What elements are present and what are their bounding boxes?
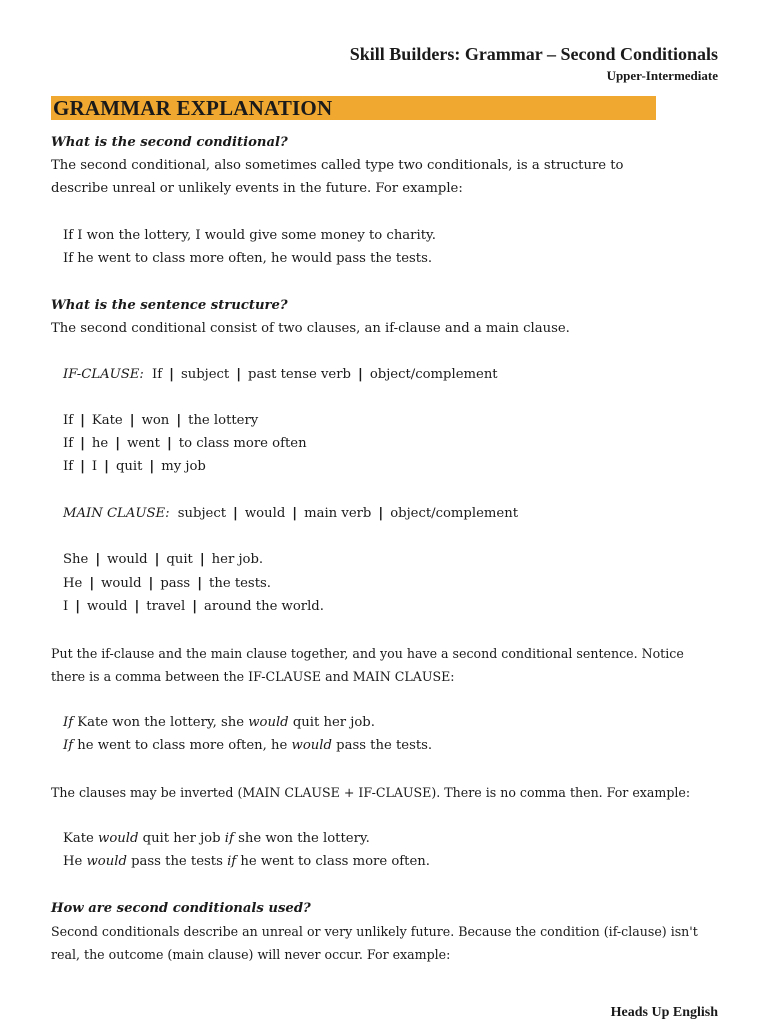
row-part: I: [91, 459, 98, 474]
inverted-example: [63, 853, 430, 871]
emphasis-word: would: [248, 715, 289, 730]
inverted-example: [63, 830, 370, 848]
structure-part: past tense verb: [248, 367, 351, 382]
separator: |: [199, 552, 205, 567]
separator: |: [176, 413, 182, 428]
separator: |: [357, 367, 363, 382]
level-label: Upper-Intermediate: [606, 68, 718, 83]
sentence-part: Kate won the lottery, she: [77, 715, 245, 730]
row-part: the tests.: [209, 576, 271, 591]
row-part: he: [91, 436, 109, 451]
separator: |: [80, 459, 85, 474]
row-part: would: [107, 552, 148, 567]
example-sentence: If he went to class more often, he would pass the tests.: [63, 251, 433, 266]
structure-label: MAIN CLAUSE:: [63, 506, 170, 521]
paragraph-line: describe unreal or unlikely events in the future. For example:: [51, 181, 463, 196]
example-sentence: If I won the lottery, I would give some money to charity.: [63, 228, 436, 243]
separator: |: [149, 459, 155, 474]
section-banner: [51, 96, 656, 120]
banner-heading: GRAMMAR EXPLANATION: [53, 96, 333, 120]
row-part: to class more often: [178, 436, 307, 451]
question-heading: What is the sentence structure?: [51, 298, 288, 313]
if-clause-row: [63, 435, 307, 453]
row-part: the lottery: [188, 413, 259, 428]
paragraph-line: Second conditionals describe an unreal or very unlikely future. Because the condition (if-clause) isn't: [51, 924, 698, 939]
combined-example: [63, 714, 375, 732]
emphasis-word: would: [291, 738, 332, 753]
main-clause-row: [63, 575, 271, 593]
emphasis-word: would: [98, 831, 139, 846]
separator: |: [154, 552, 160, 567]
main-clause-row: [63, 598, 324, 616]
separator: |: [115, 436, 121, 451]
main-clause-row: [63, 551, 263, 569]
structure-part: subject: [177, 506, 227, 521]
row-part: won: [141, 413, 170, 428]
sentence-part: pass the tests: [131, 854, 223, 869]
structure-part: main verb: [304, 506, 372, 521]
document-title: Skill Builders: Grammar – Second Conditionals: [349, 44, 718, 64]
structure-part: object/complement: [369, 367, 498, 382]
paragraph-line: The clauses may be inverted (MAIN CLAUSE + IF-CLAUSE). There is no comma then. For example:: [51, 785, 691, 800]
separator: |: [166, 436, 172, 451]
emphasis-word: would: [86, 854, 127, 869]
separator: |: [233, 506, 238, 521]
separator: |: [197, 576, 203, 591]
row-part: quit: [166, 552, 193, 567]
separator: |: [104, 459, 109, 474]
row-part: would: [87, 599, 128, 614]
separator: |: [89, 576, 95, 591]
structure-part: object/complement: [390, 506, 519, 521]
combined-example: [63, 737, 432, 755]
separator: |: [75, 599, 81, 614]
row-part: around the world.: [204, 599, 324, 614]
emphasis-word: If: [63, 715, 74, 730]
row-part: would: [101, 576, 142, 591]
paragraph-line: there is a comma between the IF-CLAUSE and MAIN CLAUSE:: [51, 669, 455, 684]
emphasis-word: If: [63, 738, 74, 753]
row-part: If: [63, 413, 74, 428]
structure-part: If: [152, 367, 163, 382]
structure-part: subject: [180, 367, 230, 382]
separator: |: [292, 506, 298, 521]
paragraph-line: Put the if-clause and the main clause together, and you have a second conditional sentence. Notice: [51, 646, 684, 661]
row-part: went: [127, 436, 160, 451]
row-part: quit: [115, 459, 143, 474]
if-clause-structure: [63, 366, 498, 384]
separator: |: [80, 413, 85, 428]
separator: |: [80, 436, 85, 451]
row-part: If: [63, 436, 74, 451]
if-clause-row: [63, 412, 258, 430]
separator: |: [169, 367, 174, 382]
row-part: If: [63, 459, 74, 474]
sentence-part: quit her job: [142, 831, 221, 846]
paragraph-line: real, the outcome (main clause) will never occur. For example:: [51, 947, 451, 962]
sentence-part: he went to class more often, he: [77, 738, 288, 753]
separator: |: [95, 552, 101, 567]
question-heading: How are second conditionals used?: [51, 901, 311, 916]
row-part: pass: [160, 576, 191, 591]
emphasis-word: if: [227, 854, 237, 869]
main-clause-structure: [63, 505, 518, 523]
sentence-part: quit her job.: [292, 715, 375, 730]
separator: |: [192, 599, 198, 614]
row-part: He: [63, 576, 83, 591]
sentence-part: He: [63, 854, 83, 869]
separator: |: [129, 413, 135, 428]
row-part: She: [63, 552, 89, 567]
paragraph-line: The second conditional consist of two clauses, an if-clause and a main clause.: [51, 321, 570, 336]
separator: |: [148, 576, 154, 591]
row-part: her job.: [211, 552, 264, 567]
emphasis-word: if: [224, 831, 234, 846]
sentence-part: she won the lottery.: [238, 831, 370, 846]
row-part: Kate: [91, 413, 123, 428]
structure-label: IF-CLAUSE:: [63, 367, 144, 382]
sentence-part: he went to class more often.: [240, 854, 430, 869]
separator: |: [134, 599, 140, 614]
sentence-part: Kate: [63, 831, 94, 846]
row-part: I: [63, 599, 69, 614]
sentence-part: pass the tests.: [336, 738, 433, 753]
footer-brand: Heads Up English: [610, 1005, 718, 1020]
row-part: travel: [146, 599, 186, 614]
separator: |: [378, 506, 384, 521]
if-clause-row: [63, 458, 206, 476]
structure-part: would: [244, 506, 286, 521]
question-heading: What is the second conditional?: [51, 135, 288, 150]
separator: |: [236, 367, 242, 382]
paragraph-line: The second conditional, also sometimes called type two conditionals, is a structure to: [51, 158, 624, 173]
row-part: my job: [161, 459, 206, 474]
